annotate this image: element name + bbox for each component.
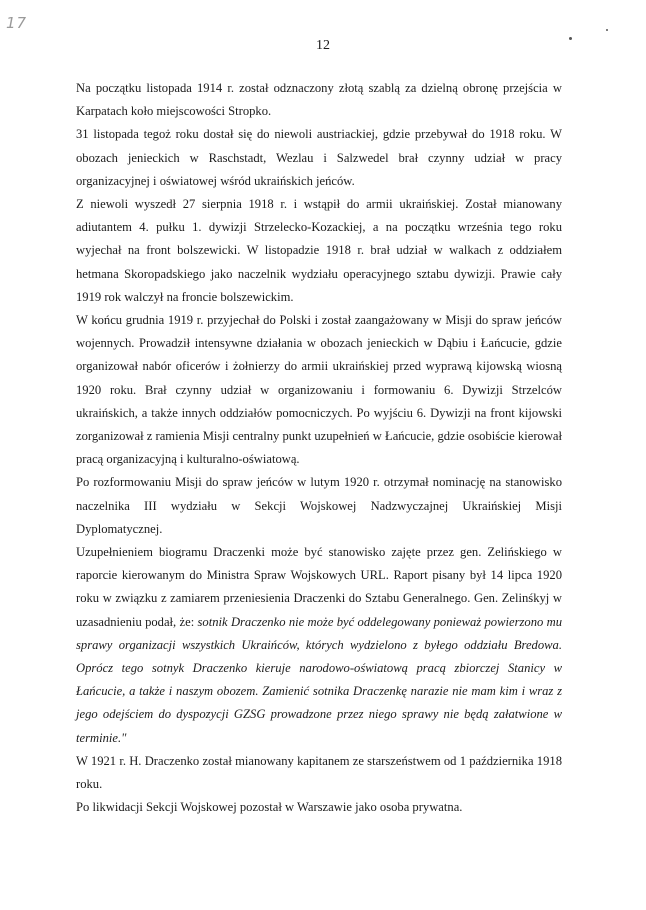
paragraph: W końcu grudnia 1919 r. przyjechał do Polski i został zaangażowany w Misji do spraw jeńców wojennych. Prowadził intensywne działania w obozach jenieckich w Dąbiu i Łańcucie, gdzie organizował nabór oficerów i żołnierzy do armii ukraińskiej przed wyprawą kijowską wiosną 1920 roku. Brał czynny udział w organizowaniu i formowaniu 6. Dywizji Strzelców ukraińskich, a także innych oddziałów pomocniczych. Po wyjściu 6. Dywizji na front kijowski zorganizował z ramienia Misji centralny punkt uzupełnień w Łańcucie, gdzie osobiście kierował pracą organizacyjną i kulturalno-oświatową. <box>76 313 562 467</box>
handwritten-page-mark: 17 <box>6 14 28 32</box>
paragraph-text: Uzupełnieniem biogramu Draczenki może być stanowisko zajęte przez gen. Zelińskiego w raporcie kierowanym do Ministra Spraw Wojskowych URL. Raport pisany był 14 lipca 1920 roku w związku z zamiarem przeniesienia Draczenki do Sztabu Generalnego. Gen. Zelinśkyj w uzasadnieniu podał, że: <box>76 545 562 629</box>
paragraph: Na początku listopada 1914 r. został odznaczony złotą szablą za dzielną obronę przejścia w Karpatach koło miejscowości Stropko. <box>76 81 562 119</box>
scan-speck <box>606 29 608 31</box>
paragraph: W 1921 r. H. Draczenko został mianowany kapitanem ze starszeństwem od 1 października 1918 roku. <box>76 753 562 792</box>
paragraph: Z niewoli wyszedł 27 sierpnia 1918 r. i wstąpił do armii ukraińskiej. Został mianowany adiutantem 4. pułku 1. dywizji Strzelecko-Kozackiej, a na początku września tego roku wyjechał na front bolszewicki. W listopadzie 1918 r. brał udział w walkach z oddziałem hetmana Skoropadskiego jako naczelnik wydziału operacyjnego sztabu dywizji. Prawie cały 1919 rok walczył na froncie bolszewickim. <box>76 197 562 304</box>
body-text <box>76 77 562 820</box>
paragraph: Po likwidacji Sekcji Wojskowej pozostał w Warszawie jako osoba prywatna. <box>76 800 463 815</box>
quotation: sotnik Draczenko nie może być oddelegowany ponieważ powierzono mu sprawy organizacji wszystkich Ukraińców, których wydzielono z byłego oddziału Bredowa. Oprócz tego sotnyk Draczenko kieruje narodowo-oświatową pracą zbiorczej Stanicy w Łańcucie, a także i naszym obozem. Zamienić sotnika Draczenkę narazie nie mam kim i wraz z jego odejściem do dyspozycji GZSG prowadzone przez niego sprawy nie będą załatwione w terminie." <box>76 614 563 745</box>
paragraph <box>76 541 562 750</box>
page-number: 12 <box>316 38 330 53</box>
paragraph: 31 listopada tegoż roku dostał się do niewoli austriackiej, gdzie przebywał do 1918 roku. W obozach jenieckich w Raschstadt, Wezlau i Salzwedel brał czynny udział w pracy organizacyjnej i oświatowej wśród ukraińskich jeńców. <box>76 127 562 188</box>
paragraph: Po rozformowaniu Misji do spraw jeńców w lutym 1920 r. otrzymał nominację na stanowisko naczelnika III wydziału w Sekcji Wojskowej Nadzwyczajnej Ukraińskiej Misji Dyplomatycznej. <box>76 475 562 536</box>
